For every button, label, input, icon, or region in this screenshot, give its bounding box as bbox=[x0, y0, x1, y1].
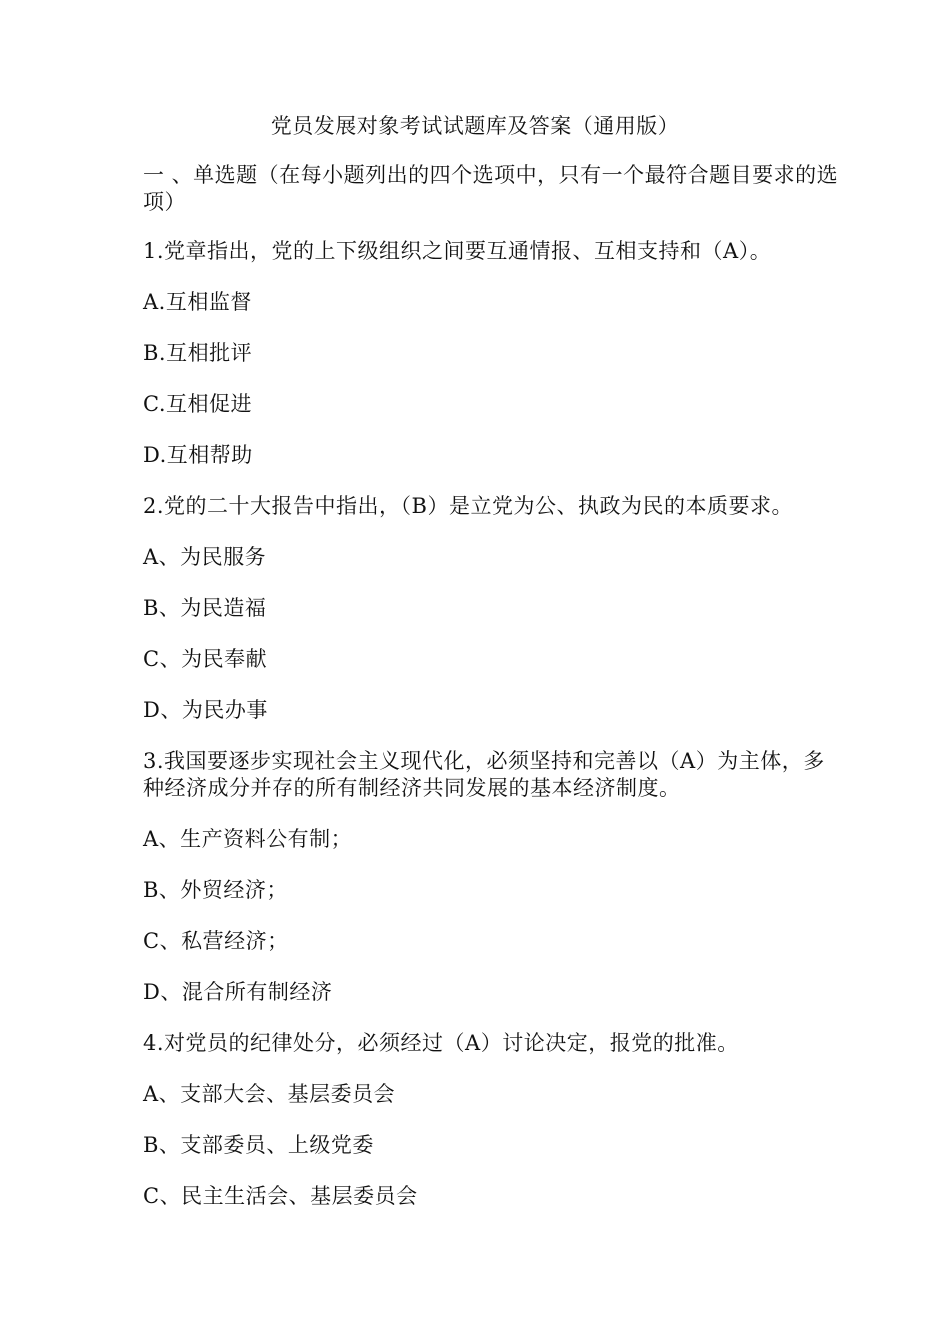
question-2-option-a: A、为民服务 bbox=[143, 545, 267, 569]
question-4: 4.对党员的纪律处分，必须经过（A）讨论决定，报党的批准。 bbox=[143, 1031, 739, 1055]
question-3: 3.我国要逐步实现社会主义现代化，必须坚持和完善以（A）为主体，多种经济成分并存的所有制经济共同发展的基本经济制度。 bbox=[143, 749, 825, 800]
question-1-option-d: D.互相帮助 bbox=[143, 443, 253, 467]
question-2-option-d: D、为民办事 bbox=[143, 698, 268, 722]
question-4-option-b: B、支部委员、上级党委 bbox=[143, 1133, 374, 1157]
question-1-option-a: A.互相监督 bbox=[143, 290, 252, 314]
section-heading: 一 、单选题（在每小题列出的四个选项中，只有一个最符合题目要求的选项） bbox=[143, 163, 839, 214]
question-3-option-b: B、外贸经济； bbox=[143, 878, 288, 902]
question-1-option-c: C.互相促进 bbox=[143, 392, 252, 416]
document-title: 党员发展对象考试试题库及答案（通用版） bbox=[270, 114, 680, 138]
document-content bbox=[143, 162, 843, 1234]
question-3-option-a: A、生产资料公有制； bbox=[143, 827, 353, 851]
question-4-option-a: A、支部大会、基层委员会 bbox=[143, 1082, 396, 1106]
question-2-option-c: C、为民奉献 bbox=[143, 647, 268, 671]
question-4-option-c: C、民主生活会、基层委员会 bbox=[143, 1184, 418, 1208]
question-3-option-c: C、私营经济； bbox=[143, 929, 289, 953]
question-2-option-b: B、为民造福 bbox=[143, 596, 267, 620]
question-3-option-d: D、混合所有制经济 bbox=[143, 980, 333, 1004]
question-1-option-b: B.互相批评 bbox=[143, 341, 253, 365]
question-1: 1.党章指出，党的上下级组织之间要互通情报、互相支持和（A）。 bbox=[143, 239, 772, 263]
question-2: 2.党的二十大报告中指出，（B）是立党为公、执政为民的本质要求。 bbox=[143, 494, 793, 518]
